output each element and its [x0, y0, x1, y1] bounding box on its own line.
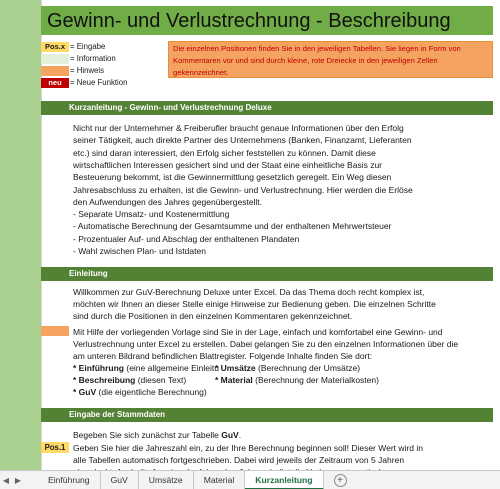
text-line: - Prozentualer Auf- und Abschlag der enthaltenen Plandaten [73, 233, 300, 244]
bullet-umsaetze: * Umsätze (Berechnung der Umsätze) [215, 363, 361, 373]
text-line: sind durch die Positionen in den einzelnen Kommentaren gekennzeichnet. [73, 311, 353, 322]
text-line: Nicht nur der Unternehmer & Freiberufler braucht genaue Informationen über den Erfolg [73, 123, 404, 133]
text-line: alle Tabellen automatisch fortgeschrieben. Dabei wird jeweils der Zeitraum von 5 Jahren [73, 455, 405, 466]
sheet-tab-bar [0, 470, 500, 489]
text-line: den Aufwendungen des Jahres gegenübergestellt. [73, 196, 263, 207]
text-line: seiner Tätigkeit, auch direkte Partner des Unternehmens (Banken, Finanzamt, Lieferanten [73, 135, 412, 146]
hint-marker [41, 326, 69, 336]
legend-label-input: = Eingabe [70, 42, 106, 51]
sheet-tab-kurzanleitung[interactable]: Kurzanleitung [245, 471, 323, 489]
sheet-tab-einführung[interactable]: Einführung [38, 471, 101, 489]
bullet-material: * Material (Berechnung der Materialkosten) [215, 375, 379, 385]
legend-box-info [41, 54, 69, 64]
text-line: - Separate Umsatz- und Kostenermittlung [73, 209, 230, 220]
scroll-left-icon[interactable]: ◀ [2, 475, 10, 485]
text-line: - Automatische Berechnung der Gesamtsumme und der enthaltenen Mehrwertsteuer [73, 221, 392, 232]
stammdaten-intro: Begeben Sie sich zunächst zur Tabelle GuV. [73, 430, 242, 440]
sheet-tab-umsätze[interactable]: Umsätze [139, 471, 194, 489]
text-line: möchten wir Ihnen an dieser Stelle einige Hinweise zur Bedienung geben. Die einzelnen Schritte [73, 299, 436, 310]
legend-box-hint [41, 66, 69, 76]
text-line: etc.) sind daran interessiert, den Erfolg sicher feststellen zu können. Damit diese [73, 147, 376, 158]
text-line: Besteuerung bekommt, ist die Gewinnermittlung gesetzlich geregelt. Ein Weg diesen [73, 172, 392, 183]
text-line: Jahresabschluss zu erhalten, ist die Gewinn- und Verlustrechnung. Hier werden die Erlöse [73, 184, 413, 195]
pos1-marker: Pos.1 [41, 442, 69, 453]
text-line: Willkommen zur GuV-Berechnung Deluxe unter Excel. Da das Thema doch recht komplex ist, [73, 287, 425, 297]
text-line: am unteren Bildrand befindlichen Blattregister. Folgende Inhalte finden Sie dort: [73, 351, 373, 362]
bullet-beschreibung: * Beschreibung (diesen Text) [73, 375, 187, 385]
text-line: Mit Hilfe der vorliegenden Vorlage sind Sie in der Lage, einfach und komfortabel eine Gewinn- und [73, 327, 443, 337]
bullet-einfuehrung: * Einführung (eine allgemeine Einleitu [73, 363, 219, 373]
legend-box-input: Pos.x [41, 42, 69, 52]
text-line: - Wahl zwischen Plan- und Istdaten [73, 246, 206, 256]
legend-box-new: neu [41, 78, 69, 88]
scroll-right-icon[interactable]: ▶ [14, 475, 22, 485]
page-title: Gewinn- und Verlustrechnung - Beschreibung [41, 6, 493, 35]
sheet-tab-material[interactable]: Material [194, 471, 246, 489]
section-header-kurzanleitung: Kurzanleitung - Gewinn- und Verlustrechnung Deluxe [41, 101, 493, 115]
legend-label-new: = Neue Funktion [70, 78, 128, 87]
text-line: Geben Sie hier die Jahreszahl ein, zu der Ihre Berechnung beginnen soll! Dieser Wert wird in [73, 443, 423, 453]
legend-label-hint: = Hinweis [70, 66, 105, 75]
section-header-stammdaten: Eingabe der Stammdaten [41, 408, 493, 422]
add-sheet-icon[interactable]: + [334, 474, 347, 487]
text-line: wirtschaftlichen Interessen gesichert sind und der Staat eine einheitliche Basis zur [73, 159, 383, 170]
legend-label-info: = Information [70, 54, 116, 63]
info-box: Die einzelnen Positionen finden Sie in den jeweiligen Tabellen. Sie liegen in Form von Kommentaren vor und sind durch kleine, rote Dreiecke in den jeweiligen Zellen gekennzeichnet. [168, 41, 493, 78]
section-header-einleitung: Einleitung [41, 267, 493, 281]
text-line: Verlustrechnung unter Excel zu erstellen. Dabei gelangen Sie zu den einzelnen Informationen über die [73, 339, 459, 350]
left-margin-column [0, 0, 41, 470]
bullet-guv: * GuV (die eigentliche Berechnung) [73, 387, 207, 397]
sheet-tab-guv[interactable]: GuV [101, 471, 139, 489]
